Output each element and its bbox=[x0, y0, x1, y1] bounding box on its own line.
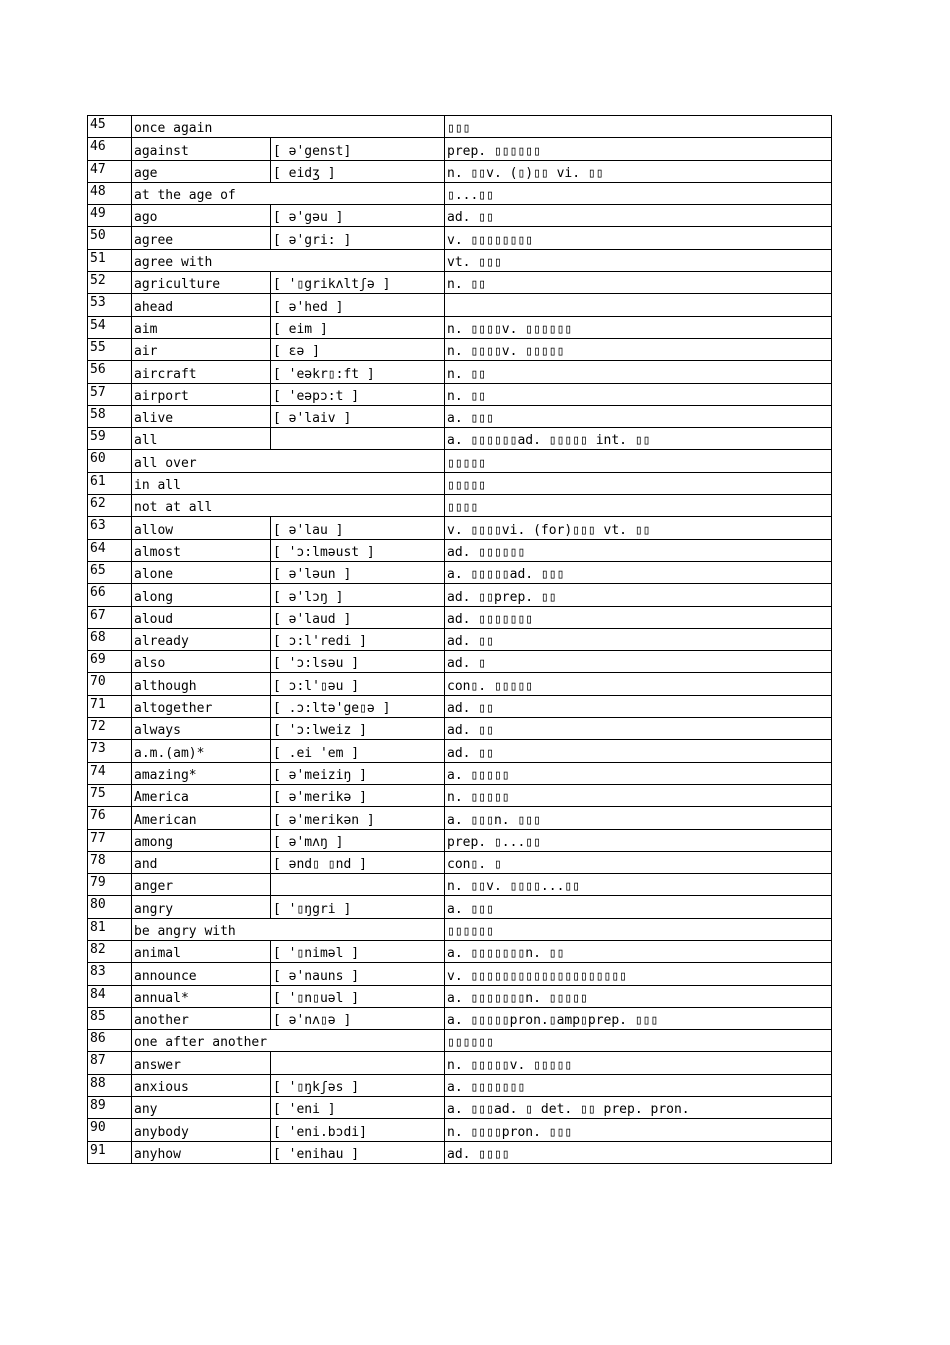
row-number: 82 bbox=[88, 941, 132, 962]
table-row bbox=[88, 986, 832, 1008]
row-number: 46 bbox=[88, 138, 132, 159]
phonetic-cell: [ ə'nauns ] bbox=[271, 963, 445, 984]
row-number: 57 bbox=[88, 384, 132, 405]
definition-cell: ad. ▯▯ bbox=[445, 205, 832, 226]
table-row bbox=[88, 963, 832, 985]
table-row bbox=[88, 339, 832, 361]
definition-cell: prep. ▯▯▯▯▯▯ bbox=[445, 138, 832, 159]
word-cell: announce bbox=[132, 963, 271, 984]
phonetic-cell: [ ə'laiv ] bbox=[271, 406, 445, 427]
phonetic-cell: [ 'enihau ] bbox=[271, 1142, 445, 1163]
table-row bbox=[88, 361, 832, 383]
definition-cell: a. ▯▯▯▯▯▯▯ bbox=[445, 1075, 832, 1096]
phonetic-cell: [ ə'merikə ] bbox=[271, 785, 445, 806]
definition-cell: ad. ▯▯ bbox=[445, 740, 832, 761]
phonetic-cell: [ ə'meiziŋ ] bbox=[271, 763, 445, 784]
phonetic-cell bbox=[271, 874, 445, 895]
row-number: 74 bbox=[88, 763, 132, 784]
row-number: 51 bbox=[88, 250, 132, 271]
row-number: 80 bbox=[88, 896, 132, 917]
row-number: 56 bbox=[88, 361, 132, 382]
word-cell: also bbox=[132, 651, 271, 672]
table-row bbox=[88, 1052, 832, 1074]
definition-cell: prep. ▯...▯▯ bbox=[445, 830, 832, 851]
definition-cell: n. ▯▯ bbox=[445, 272, 832, 293]
phonetic-cell: [ εə ] bbox=[271, 339, 445, 360]
table-row bbox=[88, 852, 832, 874]
table-row bbox=[88, 673, 832, 695]
row-number: 73 bbox=[88, 740, 132, 761]
word-cell: animal bbox=[132, 941, 271, 962]
phonetic-cell: [ ənd▯ ▯nd ] bbox=[271, 852, 445, 873]
definition-cell: n. ▯▯ bbox=[445, 384, 832, 405]
table-row bbox=[88, 250, 832, 272]
vocabulary-table bbox=[87, 115, 832, 1164]
definition-cell bbox=[445, 294, 832, 315]
phonetic-cell: [ 'eni.bɔdi] bbox=[271, 1119, 445, 1140]
definition-cell: n. ▯▯▯▯▯ bbox=[445, 785, 832, 806]
table-row bbox=[88, 718, 832, 740]
table-row bbox=[88, 406, 832, 428]
definition-cell: v. ▯▯▯▯▯▯▯▯▯▯▯▯▯▯▯▯▯▯▯▯ bbox=[445, 963, 832, 984]
definition-cell: ad. ▯ bbox=[445, 651, 832, 672]
phonetic-cell: [ 'ɔ:lweiz ] bbox=[271, 718, 445, 739]
word-cell: anyhow bbox=[132, 1142, 271, 1163]
row-number: 89 bbox=[88, 1097, 132, 1118]
table-row bbox=[88, 1119, 832, 1141]
table-row bbox=[88, 1075, 832, 1097]
phonetic-cell: [ ɔ:l'▯əu ] bbox=[271, 673, 445, 694]
row-number: 87 bbox=[88, 1052, 132, 1073]
table-row bbox=[88, 517, 832, 539]
row-number: 72 bbox=[88, 718, 132, 739]
row-number: 65 bbox=[88, 562, 132, 583]
word-cell: one after another bbox=[132, 1030, 445, 1051]
word-cell: angry bbox=[132, 896, 271, 917]
row-number: 68 bbox=[88, 629, 132, 650]
definition-cell: a. ▯▯▯▯▯▯▯n. ▯▯ bbox=[445, 941, 832, 962]
table-row bbox=[88, 450, 832, 472]
table-row bbox=[88, 740, 832, 762]
row-number: 78 bbox=[88, 852, 132, 873]
phonetic-cell: [ 'eəpɔ:t ] bbox=[271, 384, 445, 405]
phonetic-cell: [ ə'laud ] bbox=[271, 607, 445, 628]
table-row bbox=[88, 896, 832, 918]
definition-cell: n. ▯▯▯▯v. ▯▯▯▯▯ bbox=[445, 339, 832, 360]
table-row bbox=[88, 763, 832, 785]
word-cell: all over bbox=[132, 450, 445, 471]
row-number: 66 bbox=[88, 584, 132, 605]
word-cell: always bbox=[132, 718, 271, 739]
word-cell: anxious bbox=[132, 1075, 271, 1096]
word-cell: aircraft bbox=[132, 361, 271, 382]
definition-cell: v. ▯▯▯▯vi. (for)▯▯▯ vt. ▯▯ bbox=[445, 517, 832, 538]
word-cell: agree with bbox=[132, 250, 445, 271]
definition-cell: ad. ▯▯▯▯ bbox=[445, 1142, 832, 1163]
word-cell: allow bbox=[132, 517, 271, 538]
phonetic-cell: [ 'ɔ:lsəu ] bbox=[271, 651, 445, 672]
word-cell: alive bbox=[132, 406, 271, 427]
table-row bbox=[88, 317, 832, 339]
row-number: 75 bbox=[88, 785, 132, 806]
row-number: 45 bbox=[88, 116, 132, 137]
row-number: 55 bbox=[88, 339, 132, 360]
word-cell: ago bbox=[132, 205, 271, 226]
table-row bbox=[88, 696, 832, 718]
definition-cell: ad. ▯▯ bbox=[445, 629, 832, 650]
row-number: 70 bbox=[88, 673, 132, 694]
word-cell: and bbox=[132, 852, 271, 873]
definition-cell: ▯▯▯▯ bbox=[445, 495, 832, 516]
word-cell: airport bbox=[132, 384, 271, 405]
word-cell: although bbox=[132, 673, 271, 694]
row-number: 81 bbox=[88, 919, 132, 940]
word-cell: agriculture bbox=[132, 272, 271, 293]
row-number: 47 bbox=[88, 161, 132, 182]
word-cell: America bbox=[132, 785, 271, 806]
definition-cell: n. ▯▯▯▯v. ▯▯▯▯▯▯ bbox=[445, 317, 832, 338]
table-row bbox=[88, 272, 832, 294]
table-row bbox=[88, 562, 832, 584]
word-cell: along bbox=[132, 584, 271, 605]
table-row bbox=[88, 495, 832, 517]
phonetic-cell: [ ə'lau ] bbox=[271, 517, 445, 538]
table-row bbox=[88, 183, 832, 205]
definition-cell: a. ▯▯▯▯▯ad. ▯▯▯ bbox=[445, 562, 832, 583]
word-cell: altogether bbox=[132, 696, 271, 717]
table-row bbox=[88, 116, 832, 138]
definition-cell: ▯▯▯▯▯▯ bbox=[445, 919, 832, 940]
row-number: 77 bbox=[88, 830, 132, 851]
table-row bbox=[88, 584, 832, 606]
phonetic-cell: [ '▯grikʌltʃə ] bbox=[271, 272, 445, 293]
table-row bbox=[88, 785, 832, 807]
definition-cell: ▯▯▯ bbox=[445, 116, 832, 137]
table-row bbox=[88, 161, 832, 183]
definition-cell: n. ▯▯▯▯pron. ▯▯▯ bbox=[445, 1119, 832, 1140]
definition-cell: ▯▯▯▯▯▯ bbox=[445, 1030, 832, 1051]
table-row bbox=[88, 919, 832, 941]
word-cell: at the age of bbox=[132, 183, 445, 204]
row-number: 83 bbox=[88, 963, 132, 984]
word-cell: any bbox=[132, 1097, 271, 1118]
phonetic-cell bbox=[271, 428, 445, 449]
definition-cell: n. ▯▯v. (▯)▯▯ vi. ▯▯ bbox=[445, 161, 832, 182]
row-number: 59 bbox=[88, 428, 132, 449]
word-cell: anger bbox=[132, 874, 271, 895]
row-number: 58 bbox=[88, 406, 132, 427]
table-row bbox=[88, 205, 832, 227]
definition-cell: ▯▯▯▯▯ bbox=[445, 473, 832, 494]
word-cell: already bbox=[132, 629, 271, 650]
table-row bbox=[88, 138, 832, 160]
word-cell: ahead bbox=[132, 294, 271, 315]
word-cell: another bbox=[132, 1008, 271, 1029]
phonetic-cell: [ '▯ŋkʃəs ] bbox=[271, 1075, 445, 1096]
phonetic-cell: [ ə'nʌ▯ə ] bbox=[271, 1008, 445, 1029]
table-row bbox=[88, 428, 832, 450]
word-cell: aim bbox=[132, 317, 271, 338]
table-row bbox=[88, 1008, 832, 1030]
table-row bbox=[88, 1030, 832, 1052]
word-cell: against bbox=[132, 138, 271, 159]
definition-cell: vt. ▯▯▯ bbox=[445, 250, 832, 271]
definition-cell: a. ▯▯▯▯▯ bbox=[445, 763, 832, 784]
phonetic-cell: [ ɔ:l'redi ] bbox=[271, 629, 445, 650]
row-number: 90 bbox=[88, 1119, 132, 1140]
definition-cell: v. ▯▯▯▯▯▯▯▯ bbox=[445, 227, 832, 248]
word-cell: anybody bbox=[132, 1119, 271, 1140]
phonetic-cell: [ ə'gəu ] bbox=[271, 205, 445, 226]
phonetic-cell: [ ə'lɔŋ ] bbox=[271, 584, 445, 605]
word-cell: alone bbox=[132, 562, 271, 583]
word-cell: aloud bbox=[132, 607, 271, 628]
definition-cell: a. ▯▯▯n. ▯▯▯ bbox=[445, 807, 832, 828]
table-row bbox=[88, 607, 832, 629]
row-number: 84 bbox=[88, 986, 132, 1007]
phonetic-cell: [ '▯n▯uəl ] bbox=[271, 986, 445, 1007]
word-cell: amazing* bbox=[132, 763, 271, 784]
row-number: 63 bbox=[88, 517, 132, 538]
row-number: 67 bbox=[88, 607, 132, 628]
row-number: 54 bbox=[88, 317, 132, 338]
table-row bbox=[88, 874, 832, 896]
word-cell: a.m.(am)* bbox=[132, 740, 271, 761]
phonetic-cell: [ .ei 'em ] bbox=[271, 740, 445, 761]
phonetic-cell: [ ə'mʌŋ ] bbox=[271, 830, 445, 851]
table-row bbox=[88, 941, 832, 963]
phonetic-cell: [ 'ɔ:lməust ] bbox=[271, 540, 445, 561]
row-number: 53 bbox=[88, 294, 132, 315]
word-cell: once again bbox=[132, 116, 445, 137]
word-cell: American bbox=[132, 807, 271, 828]
row-number: 48 bbox=[88, 183, 132, 204]
phonetic-cell: [ ə'genst] bbox=[271, 138, 445, 159]
phonetic-cell: [ eidʒ ] bbox=[271, 161, 445, 182]
table-row bbox=[88, 1097, 832, 1119]
row-number: 86 bbox=[88, 1030, 132, 1051]
row-number: 69 bbox=[88, 651, 132, 672]
definition-cell: a. ▯▯▯ bbox=[445, 896, 832, 917]
phonetic-cell: [ ə'merikən ] bbox=[271, 807, 445, 828]
definition-cell: n. ▯▯v. ▯▯▯▯...▯▯ bbox=[445, 874, 832, 895]
table-row bbox=[88, 294, 832, 316]
row-number: 52 bbox=[88, 272, 132, 293]
definition-cell: con▯. ▯▯▯▯▯ bbox=[445, 673, 832, 694]
table-row bbox=[88, 473, 832, 495]
table-row bbox=[88, 384, 832, 406]
table-row bbox=[88, 807, 832, 829]
definition-cell: a. ▯▯▯ bbox=[445, 406, 832, 427]
word-cell: in all bbox=[132, 473, 445, 494]
definition-cell: a. ▯▯▯▯▯pron.▯amp▯prep. ▯▯▯ bbox=[445, 1008, 832, 1029]
phonetic-cell bbox=[271, 1052, 445, 1073]
definition-cell: ad. ▯▯prep. ▯▯ bbox=[445, 584, 832, 605]
phonetic-cell: [ '▯niməl ] bbox=[271, 941, 445, 962]
phonetic-cell: [ ə'hed ] bbox=[271, 294, 445, 315]
definition-cell: ad. ▯▯▯▯▯▯▯ bbox=[445, 607, 832, 628]
row-number: 49 bbox=[88, 205, 132, 226]
table-row bbox=[88, 540, 832, 562]
phonetic-cell: [ 'eni ] bbox=[271, 1097, 445, 1118]
row-number: 85 bbox=[88, 1008, 132, 1029]
row-number: 60 bbox=[88, 450, 132, 471]
phonetic-cell: [ ə'ləun ] bbox=[271, 562, 445, 583]
row-number: 76 bbox=[88, 807, 132, 828]
word-cell: air bbox=[132, 339, 271, 360]
table-row bbox=[88, 830, 832, 852]
word-cell: all bbox=[132, 428, 271, 449]
phonetic-cell: [ 'eəkr▯:ft ] bbox=[271, 361, 445, 382]
definition-cell: ad. ▯▯ bbox=[445, 718, 832, 739]
definition-cell: a. ▯▯▯▯▯▯▯n. ▯▯▯▯▯ bbox=[445, 986, 832, 1007]
definition-cell: con▯. ▯ bbox=[445, 852, 832, 873]
phonetic-cell: [ ə'gri: ] bbox=[271, 227, 445, 248]
table-row bbox=[88, 651, 832, 673]
row-number: 61 bbox=[88, 473, 132, 494]
definition-cell: a. ▯▯▯▯▯▯ad. ▯▯▯▯▯ int. ▯▯ bbox=[445, 428, 832, 449]
definition-cell: n. ▯▯▯▯▯v. ▯▯▯▯▯ bbox=[445, 1052, 832, 1073]
definition-cell: ad. ▯▯▯▯▯▯ bbox=[445, 540, 832, 561]
row-number: 91 bbox=[88, 1142, 132, 1163]
table-row bbox=[88, 1142, 832, 1164]
definition-cell: a. ▯▯▯ad. ▯ det. ▯▯ prep. pron. bbox=[445, 1097, 832, 1118]
phonetic-cell: [ .ɔ:ltə'ge▯ə ] bbox=[271, 696, 445, 717]
word-cell: answer bbox=[132, 1052, 271, 1073]
word-cell: annual* bbox=[132, 986, 271, 1007]
phonetic-cell: [ '▯ŋgri ] bbox=[271, 896, 445, 917]
row-number: 71 bbox=[88, 696, 132, 717]
definition-cell: ▯...▯▯ bbox=[445, 183, 832, 204]
phonetic-cell: [ eim ] bbox=[271, 317, 445, 338]
row-number: 62 bbox=[88, 495, 132, 516]
word-cell: not at all bbox=[132, 495, 445, 516]
row-number: 88 bbox=[88, 1075, 132, 1096]
row-number: 64 bbox=[88, 540, 132, 561]
word-cell: be angry with bbox=[132, 919, 445, 940]
definition-cell: n. ▯▯ bbox=[445, 361, 832, 382]
table-row bbox=[88, 227, 832, 249]
definition-cell: ▯▯▯▯▯ bbox=[445, 450, 832, 471]
row-number: 79 bbox=[88, 874, 132, 895]
word-cell: age bbox=[132, 161, 271, 182]
definition-cell: ad. ▯▯ bbox=[445, 696, 832, 717]
table-row bbox=[88, 629, 832, 651]
word-cell: almost bbox=[132, 540, 271, 561]
word-cell: agree bbox=[132, 227, 271, 248]
row-number: 50 bbox=[88, 227, 132, 248]
word-cell: among bbox=[132, 830, 271, 851]
